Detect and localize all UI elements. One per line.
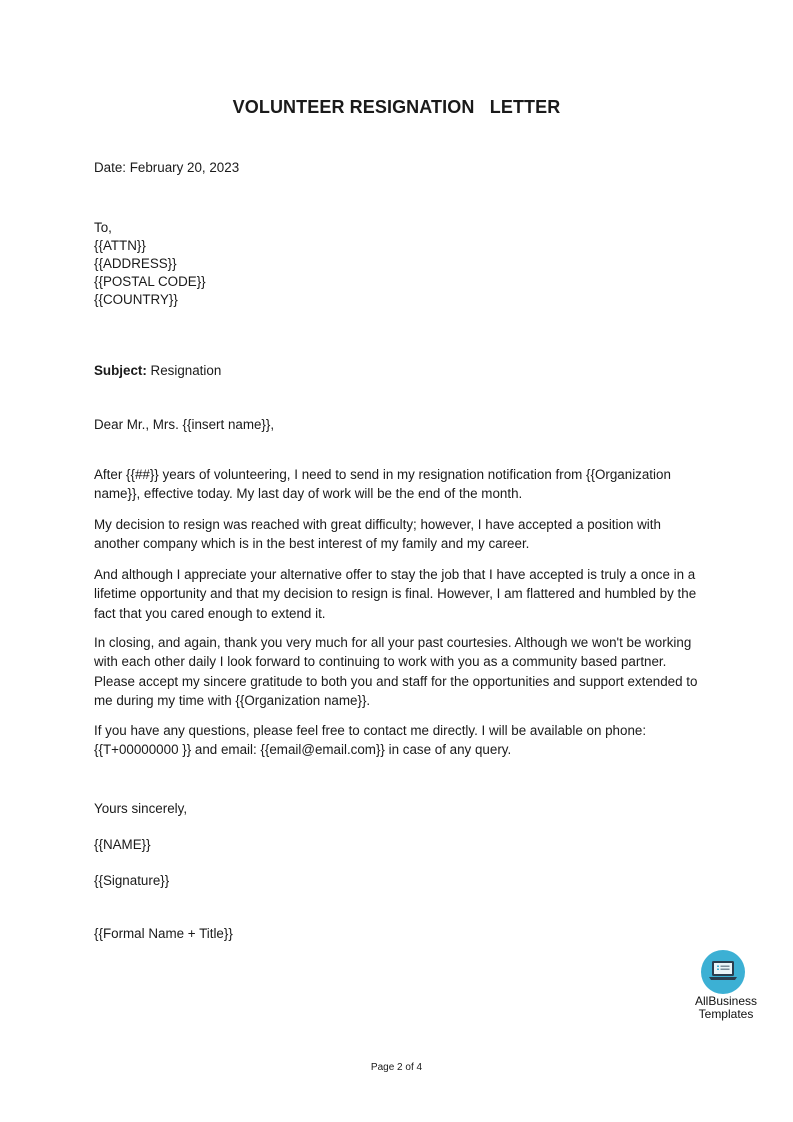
paragraph-4: In closing, and again, thank you very much for all your past courtesies. Although we won't be working with each other daily I look forward to continuing to work with you as a community based partner. Please accept my sincere gratitude to both you and staff for the opportunities and support extended to me during my time with {{Organization name}}.	[94, 635, 698, 708]
closing: Yours sincerely,	[94, 801, 188, 816]
address-to: To,	[94, 220, 112, 235]
address-street: {{ADDRESS}}	[94, 256, 177, 271]
paragraph-2: My decision to resign was reached with great difficulty; however, I have accepted a position with another company which is in the best interest of my family and my career.	[94, 517, 661, 552]
subject-line	[94, 362, 221, 380]
paragraph-1: After {{##}} years of volunteering, I need to send in my resignation notification from {{Organization name}}, effective today. My last day of work will be the end of the month.	[94, 467, 671, 502]
signature: {{Signature}}	[94, 873, 170, 888]
subject-value: Resignation	[146, 363, 222, 378]
logo-text-line-2: Templates	[698, 1007, 754, 1021]
date-line: Date: February 20, 2023	[94, 160, 240, 175]
logo-text	[690, 995, 762, 1021]
address-country: {{COUNTRY}}	[94, 292, 178, 307]
logo-text-line-1: AllBusiness	[694, 994, 758, 1008]
allbusiness-templates-logo	[690, 950, 762, 1024]
address-postal-code: {{POSTAL CODE}}	[94, 274, 206, 289]
paragraph-5: If you have any questions, please feel free to contact me directly. I will be available on phone: {{T+00000000 }} and email: {{email@email.com}} in case of any query.	[94, 723, 647, 758]
signer-name: {{NAME}}	[94, 837, 151, 852]
subject-label: Subject:	[94, 363, 147, 378]
document-title: VOLUNTEER RESIGNATION LETTER	[232, 97, 561, 117]
formal-name-title: {{Formal Name + Title}}	[94, 926, 233, 941]
paragraph-3: And although I appreciate your alternative offer to stay the job that I have accepted is truly a once in a lifetime opportunity and that my decision to resign is final. However, I am flattered and humbled by the fact that you cared enough to extend it.	[94, 567, 697, 621]
laptop-icon	[701, 950, 745, 994]
recipient-address	[94, 219, 206, 309]
salutation: Dear Mr., Mrs. {{insert name}},	[94, 417, 275, 432]
page-number: Page 2 of 4	[370, 1062, 423, 1073]
address-attn: {{ATTN}}	[94, 238, 146, 253]
